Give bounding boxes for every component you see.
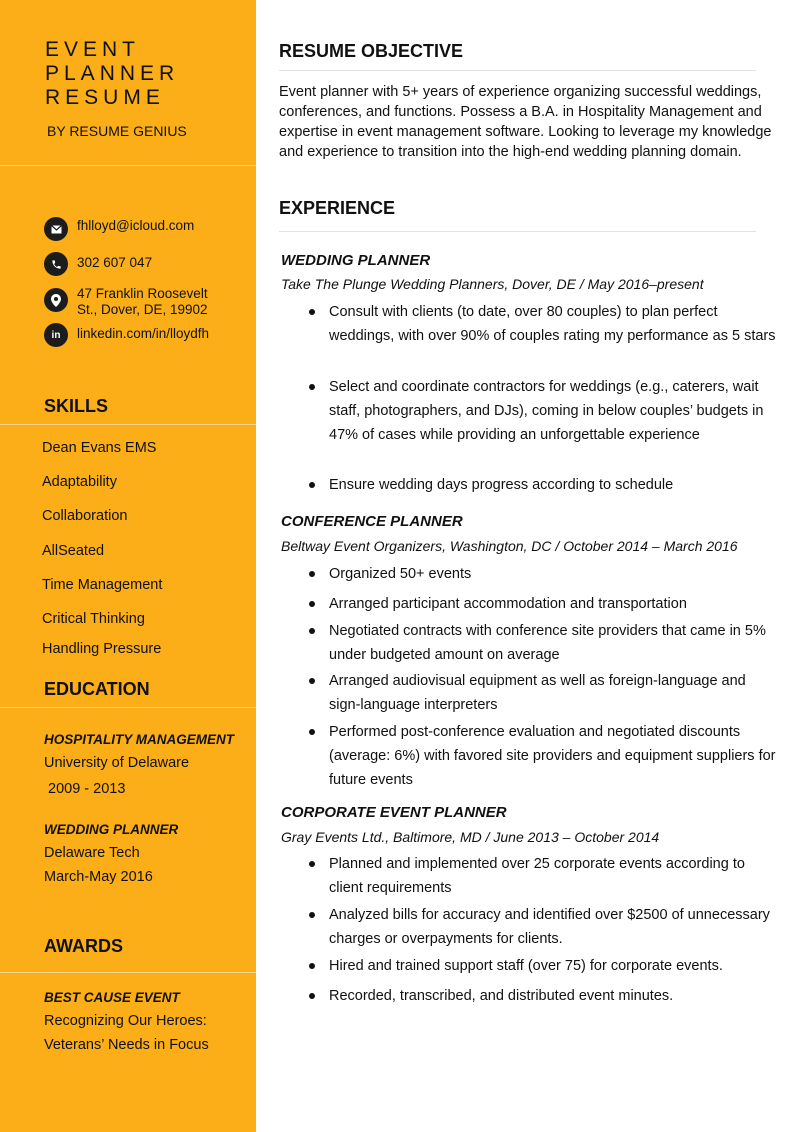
list-item: Ensure wedding days progress according to schedule bbox=[329, 473, 779, 497]
list-item: Select and coordinate contractors for weddings (e.g., caterers, wait staff, photographers, and DJs), coming in below couples’ budgets in 47% of cases while providing an unforgettable experience bbox=[329, 375, 779, 447]
list-item: Recorded, transcribed, and distributed event minutes. bbox=[329, 984, 779, 1008]
experience-heading: EXPERIENCE bbox=[279, 198, 396, 218]
list-item: Organized 50+ events bbox=[329, 562, 779, 586]
job-title: CORPORATE EVENT PLANNER bbox=[281, 804, 507, 821]
list-item: Hired and trained support staff (over 75) for corporate events. bbox=[329, 954, 779, 978]
awards-heading: AWARDS bbox=[44, 936, 124, 956]
divider bbox=[0, 424, 256, 425]
job-subtitle: Gray Events Ltd., Baltimore, MD / June 2013 – October 2014 bbox=[281, 829, 660, 845]
address-text bbox=[77, 286, 208, 318]
skill-item: AllSeated bbox=[42, 543, 105, 559]
education-dates: 2009 - 2013 bbox=[48, 781, 126, 797]
skill-item: Time Management bbox=[42, 577, 163, 593]
linkedin-text: linkedin.com/in/lloydfh bbox=[77, 326, 210, 341]
contact-email[interactable] bbox=[44, 217, 194, 241]
list-item: Planned and implemented over 25 corporate events according to client requirements bbox=[329, 852, 779, 900]
address-line: 47 Franklin Roosevelt bbox=[77, 286, 208, 301]
email-text: fhlloyd@icloud.com bbox=[77, 218, 195, 233]
title-line: PLANNER bbox=[45, 62, 180, 85]
education-dates: March-May 2016 bbox=[44, 869, 153, 885]
list-item: Negotiated contracts with conference site providers that came in 5% under budgeted amount on average bbox=[329, 619, 779, 667]
byline: BY RESUME GENIUS bbox=[47, 123, 187, 139]
skill-item: Collaboration bbox=[42, 508, 128, 524]
skill-item: Dean Evans EMS bbox=[42, 440, 157, 456]
education-school: University of Delaware bbox=[44, 755, 190, 771]
list-item: Arranged participant accommodation and transportation bbox=[329, 592, 779, 616]
divider bbox=[279, 70, 756, 71]
skill-item: Adaptability bbox=[42, 474, 117, 490]
contact-linkedin[interactable] bbox=[44, 323, 209, 347]
award-line: Recognizing Our Heroes: bbox=[44, 1013, 207, 1029]
title-line: RESUME bbox=[45, 86, 165, 109]
divider bbox=[0, 972, 256, 973]
job-title: WEDDING PLANNER bbox=[281, 252, 431, 269]
sidebar bbox=[0, 0, 256, 1132]
list-item: Analyzed bills for accuracy and identified over $2500 of unnecessary charges or overpayments for clients. bbox=[329, 903, 779, 951]
contact-address bbox=[44, 286, 208, 318]
job-subtitle: Take The Plunge Wedding Planners, Dover, DE / May 2016–present bbox=[281, 276, 704, 292]
list-item: Arranged audiovisual equipment as well as foreign-language and sign-language interpreters bbox=[329, 669, 779, 717]
phone-icon bbox=[44, 252, 68, 276]
job-title: CONFERENCE PLANNER bbox=[281, 513, 463, 530]
contact-phone[interactable] bbox=[44, 252, 152, 276]
location-icon bbox=[44, 288, 68, 312]
award-title: BEST CAUSE EVENT bbox=[44, 990, 180, 1005]
education-title: WEDDING PLANNER bbox=[44, 822, 179, 837]
resume-title bbox=[45, 38, 179, 110]
title-line: EVENT bbox=[45, 38, 141, 61]
phone-text: 302 607 047 bbox=[77, 255, 153, 270]
skill-item: Handling Pressure bbox=[42, 641, 162, 657]
linkedin-icon: in bbox=[44, 323, 68, 347]
education-school: Delaware Tech bbox=[44, 845, 140, 861]
education-heading: EDUCATION bbox=[44, 679, 150, 699]
list-item: Performed post-conference evaluation and negotiated discounts (average: 6%) with favored site providers and equipment suppliers for future events bbox=[329, 720, 779, 792]
job-subtitle: Beltway Event Organizers, Washington, DC / October 2014 – March 2016 bbox=[281, 538, 738, 554]
address-line: St., Dover, DE, 19902 bbox=[77, 302, 208, 317]
divider bbox=[0, 707, 256, 708]
list-item: Consult with clients (to date, over 80 couples) to plan perfect weddings, with over 90% of couples rating my performance as 5 stars bbox=[329, 300, 779, 348]
award-line: Veterans’ Needs in Focus bbox=[44, 1037, 209, 1053]
education-title: HOSPITALITY MANAGEMENT bbox=[44, 732, 235, 747]
divider bbox=[279, 231, 756, 232]
objective-heading: RESUME OBJECTIVE bbox=[279, 41, 464, 61]
skills-heading: SKILLS bbox=[44, 396, 109, 416]
skill-item: Critical Thinking bbox=[42, 611, 145, 627]
objective-text: Event planner with 5+ years of experience organizing successful weddings, conferences, and functions. Possess a B.A. in Hospitality Management and expertise in event management software. Looking to leverage my knowledge and experience to transition into the high-end wedding planning domain. bbox=[279, 84, 772, 160]
email-icon bbox=[44, 217, 68, 241]
divider bbox=[0, 165, 256, 166]
